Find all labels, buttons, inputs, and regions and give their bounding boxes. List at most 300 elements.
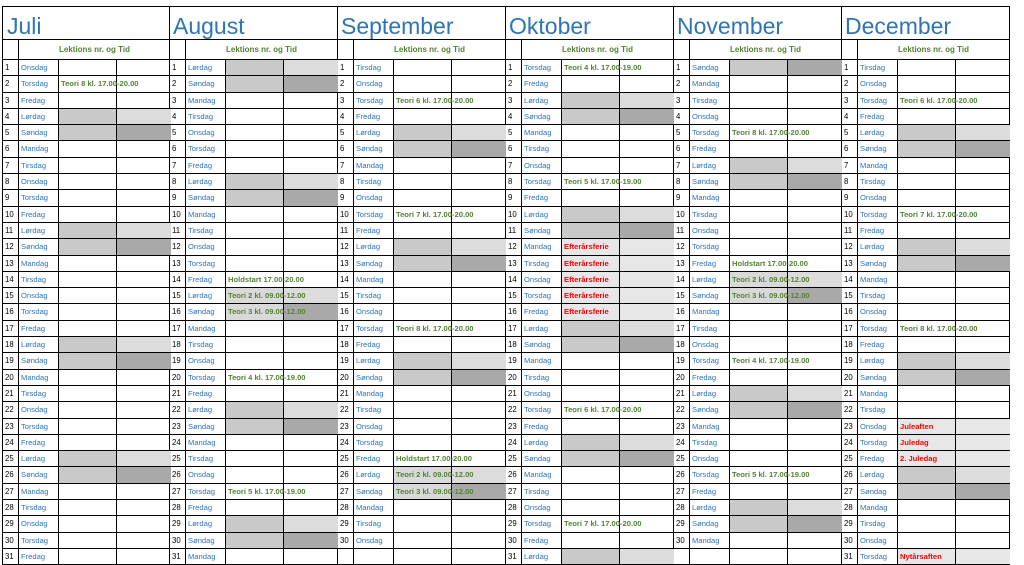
day-number: 29	[170, 516, 186, 532]
time-cell	[956, 109, 1010, 125]
day-number: 16	[674, 304, 690, 320]
weekday: Onsdag	[522, 272, 562, 288]
weekday: Tirsdag	[19, 272, 59, 288]
month-juli	[2, 6, 170, 565]
time-cell	[117, 549, 171, 565]
lesson-cell	[59, 419, 117, 435]
lesson-cell	[898, 402, 956, 418]
lesson-cell	[730, 109, 788, 125]
lesson-cell	[898, 321, 978, 337]
lesson-cell	[730, 467, 810, 483]
lesson-cell	[562, 158, 620, 174]
lesson-note: Teori 6 kl. 17.00-20.00	[900, 95, 978, 105]
lesson-cell	[562, 451, 620, 467]
lesson-cell	[226, 76, 284, 92]
weekday: Lørdag	[19, 451, 59, 467]
day-number: 16	[506, 304, 522, 320]
day-number: 24	[674, 435, 690, 451]
time-cell	[117, 337, 171, 353]
day-number: 23	[506, 419, 522, 435]
lesson-note: Teori 2 kl. 09.00-12.00	[732, 274, 810, 284]
lesson-cell	[394, 288, 452, 304]
weekday: Fredag	[690, 256, 730, 272]
weekday: Fredag	[858, 109, 898, 125]
time-cell	[284, 435, 338, 451]
lesson-cell	[730, 370, 788, 386]
weekday: Tirsdag	[354, 60, 394, 76]
weekday: Tirsdag	[354, 288, 394, 304]
time-cell	[117, 141, 171, 157]
time-cell	[284, 190, 338, 206]
lesson-cell	[898, 174, 956, 190]
time-cell	[284, 239, 338, 255]
day-number: 2	[506, 76, 522, 92]
weekday: Tirsdag	[522, 141, 562, 157]
lesson-cell	[59, 190, 117, 206]
time-cell	[788, 158, 842, 174]
header-blank	[338, 40, 354, 60]
day-number: 21	[674, 386, 690, 402]
lesson-cell	[730, 516, 788, 532]
time-cell	[117, 484, 171, 500]
weekday: Onsdag	[858, 304, 898, 320]
weekday: Fredag	[186, 386, 226, 402]
lesson-cell	[59, 386, 117, 402]
time-cell	[620, 304, 674, 320]
weekday: Lørdag	[186, 402, 226, 418]
time-cell	[284, 93, 338, 109]
time-cell	[284, 419, 338, 435]
lesson-cell	[59, 288, 117, 304]
lesson-cell	[730, 386, 788, 402]
time-cell	[788, 60, 842, 76]
lesson-cell	[59, 533, 117, 549]
time-cell	[117, 239, 171, 255]
weekday: Søndag	[354, 484, 394, 500]
weekday: Lørdag	[858, 239, 898, 255]
day-number: 3	[3, 93, 19, 109]
time-cell	[452, 125, 506, 141]
weekday: Lørdag	[858, 353, 898, 369]
weekday: Lørdag	[522, 207, 562, 223]
header-label: Lektions nr. og Tid	[858, 40, 1010, 60]
lesson-cell	[226, 109, 284, 125]
weekday: Torsdag	[522, 402, 562, 418]
weekday: Onsdag	[690, 337, 730, 353]
lesson-cell	[59, 158, 117, 174]
day-number: 2	[338, 76, 354, 92]
weekday: Mandag	[858, 272, 898, 288]
lesson-cell	[226, 207, 284, 223]
lesson-cell	[562, 353, 620, 369]
weekday: Torsdag	[858, 549, 898, 565]
day-number: 18	[170, 337, 186, 353]
weekday: Tirsdag	[354, 402, 394, 418]
weekday: Fredag	[690, 370, 730, 386]
weekday: Torsdag	[354, 207, 394, 223]
weekday: Lørdag	[858, 467, 898, 483]
weekday: Søndag	[690, 60, 730, 76]
time-cell	[788, 533, 842, 549]
header-label: Lektions nr. og Tid	[354, 40, 506, 60]
day-number: 17	[170, 321, 186, 337]
lesson-cell	[562, 337, 620, 353]
lesson-cell	[394, 353, 452, 369]
day-number: 23	[338, 419, 354, 435]
lesson-note: Teori 2 kl. 09.00-12.00	[228, 291, 306, 301]
weekday: Søndag	[354, 141, 394, 157]
time-cell	[788, 419, 842, 435]
time-cell	[284, 549, 338, 565]
day-number: 26	[506, 467, 522, 483]
day-number: 5	[674, 125, 690, 141]
weekday: Lørdag	[186, 516, 226, 532]
holiday-note: Juledag	[900, 437, 929, 447]
time-cell	[117, 93, 171, 109]
weekday: Søndag	[690, 174, 730, 190]
time-cell	[452, 419, 506, 435]
weekday: Mandag	[186, 321, 226, 337]
day-number: 20	[3, 370, 19, 386]
lesson-cell	[898, 467, 956, 483]
day-number: 12	[674, 239, 690, 255]
lesson-cell	[898, 109, 956, 125]
time-cell	[117, 500, 171, 516]
lesson-cell	[226, 239, 284, 255]
lesson-cell	[730, 337, 788, 353]
day-number: 12	[842, 239, 858, 255]
time-cell	[620, 239, 674, 255]
day-number: 24	[170, 435, 186, 451]
day-number: 5	[3, 125, 19, 141]
header-label: Lektions nr. og Tid	[186, 40, 338, 60]
weekday: Fredag	[690, 141, 730, 157]
lesson-cell	[226, 321, 284, 337]
day-number: 14	[506, 272, 522, 288]
weekday: Onsdag	[858, 76, 898, 92]
time-cell	[956, 549, 1010, 565]
day-number: 3	[170, 93, 186, 109]
weekday: Fredag	[858, 337, 898, 353]
time-cell	[788, 484, 842, 500]
day-number	[674, 549, 690, 565]
lesson-cell	[898, 516, 956, 532]
weekday: Fredag	[186, 500, 226, 516]
time-cell	[956, 76, 1010, 92]
lesson-cell	[562, 484, 620, 500]
day-number: 28	[674, 500, 690, 516]
day-number: 27	[338, 484, 354, 500]
time-cell	[117, 386, 171, 402]
weekday: Lørdag	[354, 239, 394, 255]
time-cell	[956, 125, 1010, 141]
day-number: 17	[842, 321, 858, 337]
lesson-cell	[898, 190, 956, 206]
weekday: Torsdag	[19, 76, 59, 92]
day-number: 20	[506, 370, 522, 386]
lesson-cell	[226, 304, 306, 320]
lesson-cell	[226, 549, 284, 565]
lesson-cell	[394, 256, 452, 272]
time-cell	[956, 500, 1010, 516]
time-cell	[788, 239, 842, 255]
month-august	[170, 6, 338, 565]
time-cell	[284, 516, 338, 532]
time-cell	[284, 386, 338, 402]
time-cell	[117, 467, 171, 483]
lesson-cell	[59, 321, 117, 337]
day-number: 20	[674, 370, 690, 386]
day-number: 28	[170, 500, 186, 516]
weekday: Torsdag	[858, 321, 898, 337]
lesson-cell	[898, 419, 956, 435]
day-number: 11	[842, 223, 858, 239]
day-number: 7	[3, 158, 19, 174]
holiday-note: Efterårsferie	[564, 242, 609, 252]
day-number: 19	[3, 353, 19, 369]
lesson-note: Teori 2 kl. 09.00-12.00	[396, 470, 474, 480]
day-number: 13	[3, 256, 19, 272]
day-number: 2	[170, 76, 186, 92]
weekday: Mandag	[186, 435, 226, 451]
month-december	[842, 6, 1010, 565]
month-title: Juli	[3, 6, 171, 40]
time-cell	[620, 533, 674, 549]
lesson-note: Teori 3 kl. 09.00-12.00	[396, 486, 474, 496]
lesson-cell	[394, 321, 474, 337]
day-number: 27	[3, 484, 19, 500]
weekday: Torsdag	[186, 370, 226, 386]
lesson-cell	[394, 402, 452, 418]
weekday: Lørdag	[690, 386, 730, 402]
weekday: Tirsdag	[186, 451, 226, 467]
weekday: Onsdag	[690, 223, 730, 239]
day-number: 10	[170, 207, 186, 223]
day-number: 31	[170, 549, 186, 565]
day-number: 9	[674, 190, 690, 206]
lesson-note: Teori 4 kl. 17.00-19.00	[564, 63, 642, 72]
day-number: 3	[506, 93, 522, 109]
time-cell	[956, 272, 1010, 288]
time-cell	[117, 223, 171, 239]
lesson-cell	[394, 125, 452, 141]
day-number: 10	[674, 207, 690, 223]
lesson-cell	[730, 207, 788, 223]
lesson-cell	[394, 109, 452, 125]
day-number: 28	[3, 500, 19, 516]
lesson-cell	[59, 239, 117, 255]
day-number: 24	[3, 435, 19, 451]
weekday: Mandag	[19, 141, 59, 157]
time-cell	[788, 321, 842, 337]
weekday: Onsdag	[19, 174, 59, 190]
time-cell	[620, 288, 674, 304]
time-cell	[620, 76, 674, 92]
lesson-cell	[562, 370, 620, 386]
weekday: Søndag	[19, 467, 59, 483]
lesson-note: Teori 8 kl. 17.00-20.00	[732, 128, 810, 138]
time-cell	[620, 125, 674, 141]
weekday: Lørdag	[354, 125, 394, 141]
day-number: 19	[170, 353, 186, 369]
lesson-cell	[898, 60, 956, 76]
time-cell	[452, 174, 506, 190]
day-number: 10	[3, 207, 19, 223]
lesson-cell	[59, 549, 117, 565]
lesson-cell	[59, 304, 117, 320]
lesson-cell	[394, 467, 474, 483]
weekday: Onsdag	[690, 109, 730, 125]
day-number: 12	[338, 239, 354, 255]
time-cell	[956, 288, 1010, 304]
lesson-cell	[394, 533, 452, 549]
lesson-cell	[394, 223, 452, 239]
weekday: Onsdag	[690, 451, 730, 467]
lesson-cell	[59, 60, 117, 76]
lesson-note: Teori 7 kl. 17.00-20.00	[564, 519, 642, 529]
lesson-cell	[730, 484, 788, 500]
day-number: 15	[338, 288, 354, 304]
time-cell	[284, 467, 338, 483]
day-number: 14	[842, 272, 858, 288]
weekday: Søndag	[858, 370, 898, 386]
holiday-note: Nytårsaften	[900, 551, 942, 561]
time-cell	[117, 533, 171, 549]
day-number: 19	[842, 353, 858, 369]
time-cell	[956, 158, 1010, 174]
weekday: Søndag	[354, 256, 394, 272]
time-cell	[956, 239, 1010, 255]
lesson-cell	[562, 402, 642, 418]
weekday: Mandag	[354, 386, 394, 402]
lesson-cell	[394, 337, 452, 353]
day-number: 30	[3, 533, 19, 549]
time-cell	[117, 109, 171, 125]
day-number: 15	[170, 288, 186, 304]
day-number: 23	[170, 419, 186, 435]
time-cell	[620, 256, 674, 272]
time-cell	[620, 272, 674, 288]
lesson-cell	[730, 435, 788, 451]
weekday: Torsdag	[186, 484, 226, 500]
month-oktober	[506, 6, 674, 565]
lesson-cell	[394, 500, 452, 516]
lesson-cell	[562, 435, 620, 451]
day-number: 10	[506, 207, 522, 223]
weekday: Lørdag	[690, 158, 730, 174]
lesson-cell	[898, 484, 956, 500]
time-cell	[452, 402, 506, 418]
holiday-note: 2. Juledag	[900, 454, 938, 464]
day-number: 11	[674, 223, 690, 239]
day-number: 17	[674, 321, 690, 337]
day-number: 18	[338, 337, 354, 353]
time-cell	[788, 402, 842, 418]
day-number: 6	[674, 141, 690, 157]
day-number: 11	[506, 223, 522, 239]
time-cell	[452, 256, 506, 272]
weekday: Søndag	[690, 402, 730, 418]
time-cell	[452, 500, 506, 516]
time-cell	[620, 451, 674, 467]
time-cell	[956, 60, 1010, 76]
day-number: 16	[338, 304, 354, 320]
weekday: Tirsdag	[690, 321, 730, 337]
lesson-cell	[730, 76, 788, 92]
day-number: 17	[506, 321, 522, 337]
day-number: 21	[338, 386, 354, 402]
time-cell	[117, 174, 171, 190]
weekday: Tirsdag	[690, 93, 730, 109]
lesson-cell	[394, 174, 452, 190]
day-number: 30	[506, 533, 522, 549]
day-number: 13	[506, 256, 522, 272]
day-number: 1	[674, 60, 690, 76]
time-cell	[284, 76, 338, 92]
day-number: 4	[506, 109, 522, 125]
weekday: Tirsdag	[522, 256, 562, 272]
lesson-cell	[898, 207, 978, 223]
day-number: 3	[338, 93, 354, 109]
time-cell	[117, 190, 171, 206]
time-cell	[956, 223, 1010, 239]
lesson-note: Holdstart 17.00-20.00	[228, 274, 304, 284]
lesson-cell	[59, 125, 117, 141]
lesson-note: Teori 8 kl. 17.00-20.00	[396, 323, 474, 333]
time-cell	[117, 304, 171, 320]
time-cell	[956, 533, 1010, 549]
lesson-cell	[730, 256, 808, 272]
weekday: Fredag	[522, 76, 562, 92]
day-number: 25	[338, 451, 354, 467]
time-cell	[452, 141, 506, 157]
lesson-cell	[730, 93, 788, 109]
weekday: Mandag	[522, 467, 562, 483]
weekday: Søndag	[858, 256, 898, 272]
lesson-cell	[730, 174, 788, 190]
lesson-note: Teori 8 kl. 17.00-20.00	[61, 79, 139, 89]
weekday: Søndag	[522, 337, 562, 353]
weekday: Mandag	[858, 158, 898, 174]
day-number: 19	[338, 353, 354, 369]
time-cell	[452, 190, 506, 206]
lesson-cell	[59, 451, 117, 467]
time-cell	[620, 141, 674, 157]
weekday: Onsdag	[186, 353, 226, 369]
lesson-note: Teori 5 kl. 17.00-19.00	[228, 486, 306, 496]
lesson-cell	[730, 419, 788, 435]
lesson-note: Teori 7 kl. 17.00-20.00	[396, 209, 474, 219]
day-number: 31	[3, 549, 19, 565]
weekday: Søndag	[186, 533, 226, 549]
weekday: Fredag	[522, 304, 562, 320]
weekday: Onsdag	[186, 467, 226, 483]
day-number: 7	[674, 158, 690, 174]
lesson-note: Teori 4 kl. 17.00-19.00	[228, 372, 306, 382]
lesson-cell	[898, 533, 956, 549]
lesson-note: Holdstart 17.00-20.00	[732, 258, 808, 268]
day-number: 30	[170, 533, 186, 549]
weekday: Tirsdag	[858, 402, 898, 418]
lesson-cell	[59, 370, 117, 386]
day-number: 15	[3, 288, 19, 304]
weekday	[690, 549, 730, 565]
weekday: Lørdag	[186, 288, 226, 304]
weekday: Mandag	[690, 76, 730, 92]
day-number: 25	[170, 451, 186, 467]
weekday: Fredag	[354, 451, 394, 467]
lesson-cell	[898, 386, 956, 402]
